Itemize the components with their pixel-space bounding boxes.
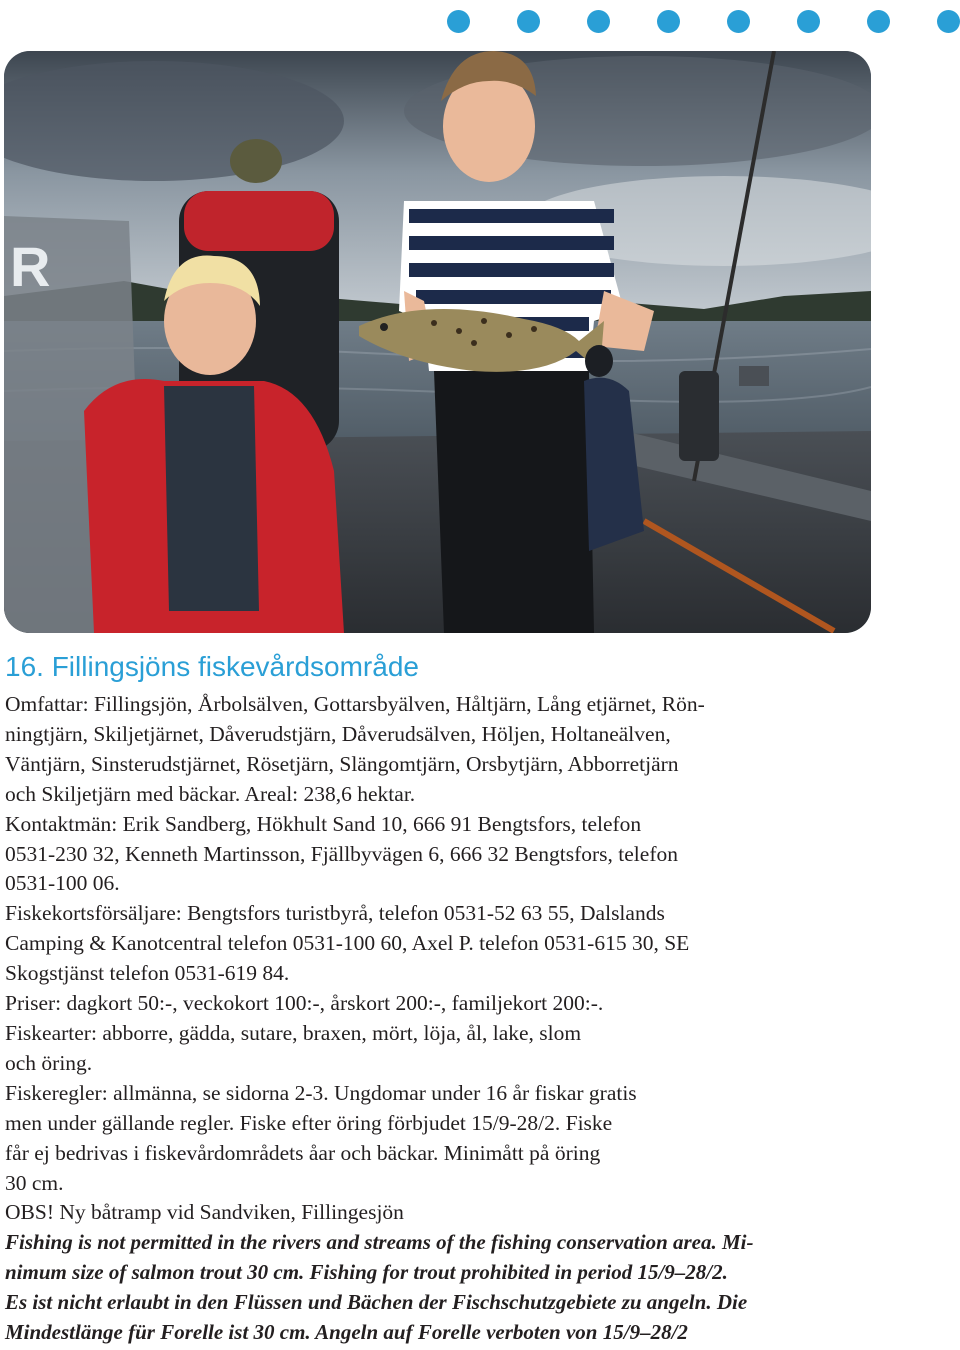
text-line-german: Mindestlänge für Forelle ist 30 cm. Angeln auf Forelle verboten von 15/9–28/2: [5, 1320, 688, 1345]
fishing-photo: [4, 51, 871, 633]
text-line-fiskeregler: Fiskeregler: allmänna, se sidorna 2-3. Ungdomar under 16 år fiskar gratis: [5, 1080, 637, 1105]
text-line: men under gällande regler. Fiske efter öring förbjudet 15/9-28/2. Fiske: [5, 1110, 613, 1135]
text-line: 30 cm.: [5, 1170, 64, 1195]
decorative-dot: [587, 10, 610, 33]
text-line: Skogstjänst telefon 0531-619 84.: [5, 961, 290, 986]
section-title: 16. Fillingsjöns fiskevårdsområde: [5, 651, 419, 682]
text-line-obs: OBS! Ny båtramp vid Sandviken, Fillingesjön: [5, 1200, 404, 1225]
text-line: Camping & Kanotcentral telefon 0531-100 60, Axel P. telefon 0531-615 30, SE: [5, 931, 690, 956]
text-line-english: nimum size of salmon trout 30 cm. Fishing for trout prohibited in period 15/9–28/2.: [5, 1260, 728, 1285]
text-line-fiskekortsforsaljare: Fiskekortsförsäljare: Bengtsfors turistbyrå, telefon 0531-52 63 55, Dalslands: [5, 901, 665, 926]
text-line-kontaktman: Kontaktmän: Erik Sandberg, Hökhult Sand 10, 666 91 Bengtsfors, telefon: [5, 811, 642, 836]
decorative-dot: [937, 10, 960, 33]
windshield-logo-text: R: [10, 235, 51, 298]
text-line: Väntjärn, Sinsterudstjärnet, Rösetjärn, Slängomtjärn, Orsbytjärn, Abborretjärn: [5, 751, 679, 776]
decorative-dot: [517, 10, 540, 33]
text-line: ningtjärn, Skiljetjärnet, Dåverudstjärn, Dåverudsälven, Höljen, Holtaneälven,: [5, 721, 671, 746]
decorative-dot: [727, 10, 750, 33]
decorative-dot: [447, 10, 470, 33]
photo-fishing-boat-icon: [4, 51, 871, 633]
text-line-omfattar: Omfattar: Fillingsjön, Årbolsälven, Gottarsbyälven, Håltjärn, Lång etjärnet, Rön-: [5, 692, 705, 716]
text-line: och öring.: [5, 1050, 93, 1075]
decorative-dot: [797, 10, 820, 33]
decorative-dot: [657, 10, 680, 33]
decorative-dot-row: [447, 10, 960, 36]
text-line: och Skiljetjärn med bäckar. Areal: 238,6 hektar.: [5, 781, 416, 806]
text-line-priser: Priser: dagkort 50:-, veckokort 100:-, årskort 200:-, familjekort 200:-.: [5, 991, 604, 1016]
text-line-german: Es ist nicht erlaubt in den Flüssen und Bächen der Fischschutzgebiete zu angeln. Die: [5, 1290, 748, 1315]
text-line: får ej bedrivas i fiskevårdområdets åar och bäckar. Minimått på öring: [5, 1140, 601, 1165]
body-text: [5, 690, 875, 1348]
text-line-english: Fishing is not permitted in the rivers and streams of the fishing conservation area. Mi-: [5, 1230, 754, 1255]
decorative-dot: [867, 10, 890, 33]
text-line: 0531-230 32, Kenneth Martinsson, Fjällbyvägen 6, 666 32 Bengtsfors, telefon: [5, 841, 678, 866]
text-line: 0531-100 06.: [5, 871, 120, 896]
text-line-fiskearter: Fiskearter: abborre, gädda, sutare, braxen, mört, löja, ål, lake, slom: [5, 1020, 582, 1045]
